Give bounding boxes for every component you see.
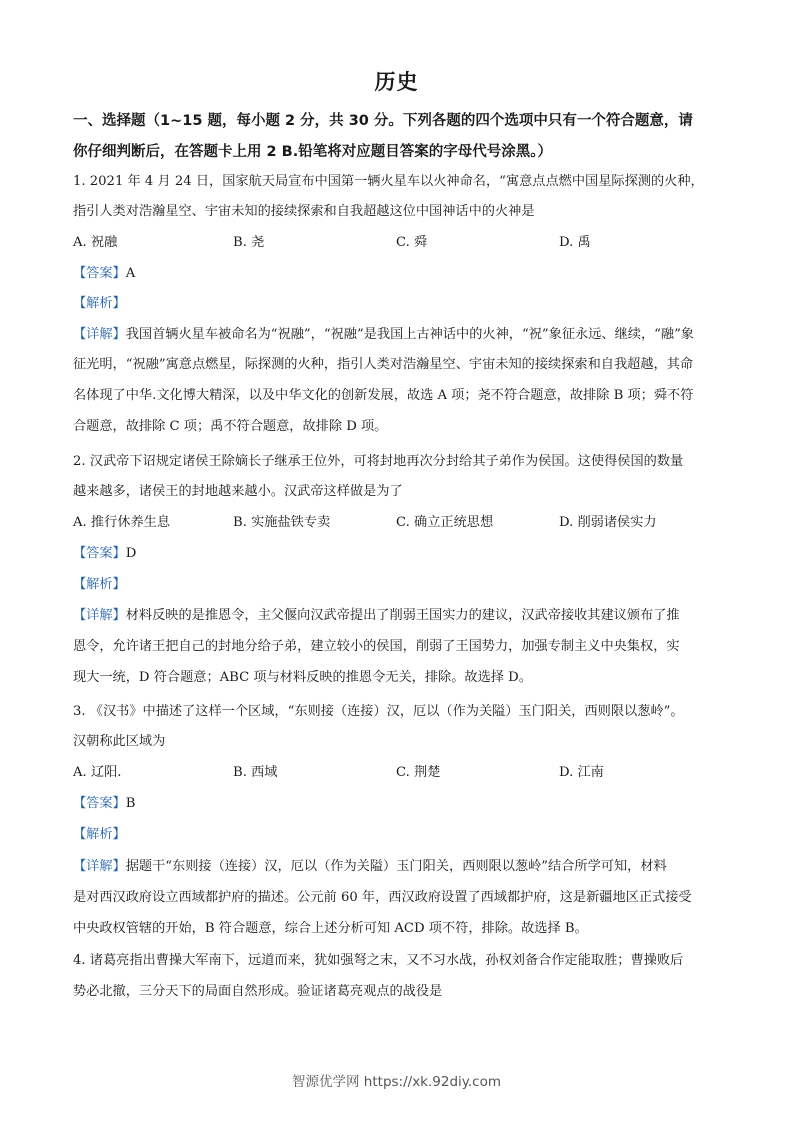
section-heading-line-2: 你仔细判断后，在答题卡上用 2 B.铅笔将对应题目答案的字母代号涂黑。） [73,144,552,160]
q3-stem-line-1: 3. 《汉书》中描述了这样一个区域，“东则接（连接）汉，厄以（作为关隘）玉门阳关，西则限以葱岭”。 [73,704,684,719]
q3-option-b: B. 西域 [233,765,278,780]
q3-stem-line-2: 汉朝称此区域为 [73,734,166,749]
answer-value: D [125,546,137,561]
q3-answer [73,794,135,814]
q1-detail-line-1 [73,325,694,345]
q2-option-c: C. 确立正统思想 [396,515,494,530]
q2-stem-line-2: 越来越多，诸侯王的封地越来越小。汉武帝这样做是为了 [73,484,403,499]
q2-analysis-tag [73,575,126,595]
q1-stem-line-1: 1. 2021 年 4 月 24 日，国家航天局宣布中国第一辆火星车以火神命名，“寓意点点燃中国星际探测的火种， [73,174,704,189]
q3-option-a: A. 辽阳. [73,765,122,780]
detail-text: 据题干“东则接（连接）汉，厄以（作为关隘）玉门阳关，西则限以葱岭”结合所学可知，材料 [125,859,667,874]
section-heading [73,106,723,168]
answer-value: B [125,796,136,811]
q1-stem-line-2: 指引人类对浩瀚星空、宇宙未知的接续探索和自我超越这位中国神话中的火神是 [73,204,535,219]
q3-option-d: D. 江南 [559,765,604,780]
analysis-tag: 【解析】 [73,296,126,311]
q1-option-b: B. 尧 [233,235,265,250]
q2-answer [73,544,136,564]
detail-tag: 【详解】 [73,859,126,874]
q3-detail-line-2: 是对西汉政府设立西域都护府的描述。公元前 60 年，西汉政府设置了西域都护府，这是新疆地区正式接受 [73,890,692,905]
q2-option-a: A. 推行休养生息 [73,515,171,530]
q4-stem-line-2: 势必北撤，三分天下的局面自然形成。验证诸葛亮观点的战役是 [73,984,443,999]
detail-tag: 【详解】 [73,608,126,623]
analysis-tag: 【解析】 [73,827,126,842]
q1-option-a: A. 祝融 [73,235,118,250]
q1-option-d: D. 禹 [559,235,591,250]
q2-stem-line-1: 2. 汉武帝下诏规定诸侯王除嫡长子继承王位外，可将封地再次分封给其子弟作为侯国。这使得侯国的数量 [73,454,684,469]
q1-option-c: C. 舜 [396,235,428,250]
q3-detail-line-3: 中央政权管辖的开始，B 符合题意，综合上述分析可知 ACD 项不符，排除。故选择 B。 [73,921,588,936]
q1-analysis-tag [73,294,126,314]
detail-text: 我国首辆火星车被命名为“祝融”，“祝融”是我国上古神话中的火神，“祝”象征永远、继续，“融”象 [125,327,694,342]
answer-tag: 【答案】 [73,266,126,281]
footer-watermark: 智源优学网 https://xk.92diy.com [292,1074,501,1090]
q3-analysis-tag [73,825,126,845]
analysis-tag: 【解析】 [73,577,126,592]
q3-detail-line-1 [73,857,667,877]
q3-option-c: C. 荆楚 [396,765,441,780]
q2-detail-line-3: 现大一统，D 符合题意；ABC 项与材料反映的推恩令无关，排除。故选择 D。 [73,670,532,685]
q2-detail-line-1 [73,606,680,626]
q2-option-b: B. 实施盐铁专卖 [233,515,331,530]
answer-tag: 【答案】 [73,546,126,561]
q1-answer [73,264,135,284]
q1-detail-line-4: 合题意，故排除 C 项；禹不符合题意，故排除 D 项。 [73,419,388,434]
detail-tag: 【详解】 [73,327,126,342]
page-title: 历史 [374,70,419,94]
detail-text: 材料反映的是推恩令，主父偃向汉武帝提出了削弱王国实力的建议，汉武帝接收其建议颁布了推 [125,608,680,623]
q2-option-d: D. 削弱诸侯实力 [559,515,657,530]
answer-tag: 【答案】 [73,796,126,811]
q2-detail-line-2: 恩令，允许诸王把自己的封地分给子弟，建立较小的侯国，削弱了王国势力，加强专制主义中央集权，实 [73,639,680,654]
section-heading-line-1: 一、选择题（1~15 题，每小题 2 分，共 30 分。下列各题的四个选项中只有一个符合题意，请 [73,113,693,129]
q4-stem-line-1: 4. 诸葛亮指出曹操大军南下，远道而来，犹如强弩之末，又不习水战，孙权刘备合作定能取胜；曹操败后 [73,953,684,968]
answer-value: A [125,266,136,281]
q1-detail-line-2: 征光明，“祝融”寓意点燃星，际探测的火种，指引人类对浩瀚星空、宇宙未知的接续探索和自我超越，其命 [73,357,694,372]
q1-detail-line-3: 名体现了中华.文化博大精深，以及中华文化的创新发展，故选 A 项；尧不符合题意，故排除 B 项；舜不符 [73,388,694,403]
